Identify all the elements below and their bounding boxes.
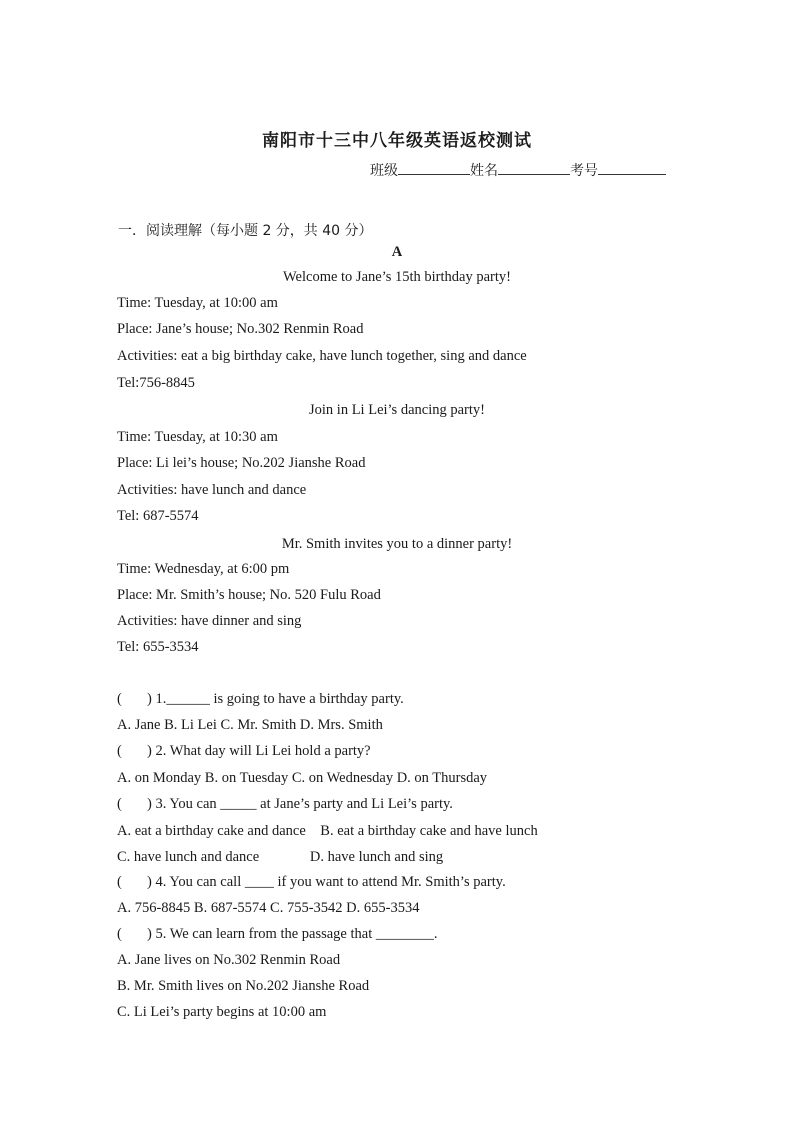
notice-activities: Activities: have dinner and sing — [117, 613, 302, 629]
section-heading: 一．阅读理解（每小题 2 分，共 40 分） — [118, 223, 373, 239]
question-text: ) 4. You can call ____ if you want to attend Mr. Smith’s party. — [147, 874, 506, 890]
notice-place: Place: Mr. Smith’s house; No. 520 Fulu Road — [117, 587, 381, 603]
question-options: C. Li Lei’s party begins at 10:00 am — [117, 1004, 327, 1020]
question-options: A. Jane B. Li Lei C. Mr. Smith D. Mrs. Smith — [117, 717, 383, 733]
notice-headline: Mr. Smith invites you to a dinner party! — [281, 536, 513, 552]
question-stem — [117, 873, 506, 891]
notice-time: Time: Tuesday, at 10:00 am — [117, 295, 278, 311]
answer-bracket[interactable]: ( — [117, 874, 122, 890]
exam-no-label: 考号 — [570, 163, 598, 179]
question-text: ) 2. What day will Li Lei hold a party? — [147, 743, 371, 759]
notice-headline: Join in Li Lei’s dancing party! — [309, 402, 485, 418]
question-stem — [117, 690, 404, 708]
question-options: A. eat a birthday cake and dance B. eat a birthday cake and have lunch — [117, 823, 538, 839]
notice-time: Time: Wednesday, at 6:00 pm — [117, 561, 290, 577]
question-options: A. on Monday B. on Tuesday C. on Wednesday D. on Thursday — [117, 770, 488, 786]
notice-headline: Welcome to Jane’s 15th birthday party! — [283, 269, 511, 285]
exam-no-field[interactable] — [598, 160, 666, 175]
notice-place: Place: Jane’s house; No.302 Renmin Road — [117, 321, 364, 337]
notice-activities: Activities: eat a big birthday cake, have lunch together, sing and dance — [117, 348, 527, 364]
question-options: A. Jane lives on No.302 Renmin Road — [117, 952, 341, 968]
exam-title: 南阳市十三中八年级英语返校测试 — [262, 131, 532, 151]
answer-bracket[interactable]: ( — [117, 691, 122, 707]
name-label: 姓名 — [470, 163, 498, 179]
notice-tel: Tel: 687-5574 — [117, 508, 199, 524]
notice-time: Time: Tuesday, at 10:30 am — [117, 429, 278, 445]
question-stem — [117, 925, 438, 943]
answer-bracket[interactable]: ( — [117, 926, 122, 942]
name-field[interactable] — [498, 160, 570, 175]
notice-activities: Activities: have lunch and dance — [117, 482, 307, 498]
student-info-line — [370, 160, 666, 180]
question-stem — [117, 742, 371, 760]
question-options: C. have lunch and dance D. have lunch and sing — [117, 849, 444, 865]
passage-label: A — [391, 244, 403, 260]
question-text: ) 1.______ is going to have a birthday party. — [147, 691, 404, 707]
question-text: ) 5. We can learn from the passage that ________. — [147, 926, 438, 942]
question-options: A. 756-8845 B. 687-5574 C. 755-3542 D. 655-3534 — [117, 900, 420, 916]
class-field[interactable] — [398, 160, 470, 175]
question-text: ) 3. You can _____ at Jane’s party and Li Lei’s party. — [147, 796, 453, 812]
notice-tel: Tel:756-8845 — [117, 375, 195, 391]
answer-bracket[interactable]: ( — [117, 743, 122, 759]
notice-tel: Tel: 655-3534 — [117, 639, 199, 655]
question-options: B. Mr. Smith lives on No.202 Jianshe Road — [117, 978, 370, 994]
notice-place: Place: Li lei’s house; No.202 Jianshe Road — [117, 455, 366, 471]
answer-bracket[interactable]: ( — [117, 796, 122, 812]
class-label: 班级 — [370, 163, 398, 179]
question-stem — [117, 795, 453, 813]
